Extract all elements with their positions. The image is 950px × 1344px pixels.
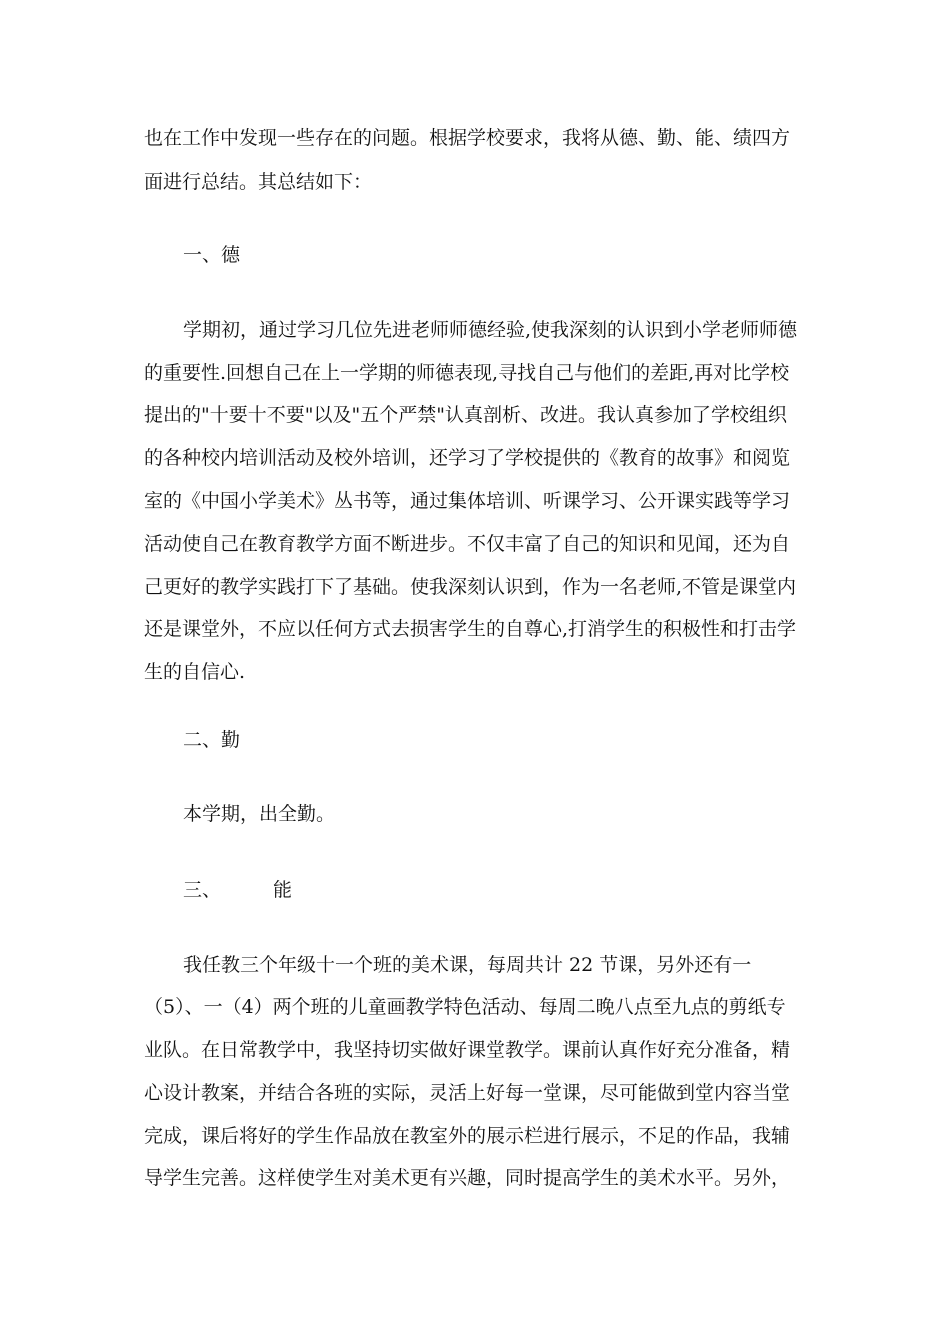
paragraph-line: 还是课堂外，不应以任何方式去损害学生的自尊心,打消学生的积极性和打击学 xyxy=(144,618,797,640)
paragraph-line: 的各种校内培训活动及校外培训，还学习了学校提供的《教育的故事》和阅览 xyxy=(144,447,791,469)
paragraph-line: （5）、一（4）两个班的儿童画教学特色活动、每周二晚八点至九点的剪纸专 xyxy=(144,996,786,1018)
section-heading-neng xyxy=(183,878,292,902)
paragraph-line: 导学生完善。这样使学生对美术更有兴趣，同时提高学生的美术水平。另外， xyxy=(144,1167,791,1189)
paragraph-line: 心设计教案，并结合各班的实际，灵活上好每一堂课，尽可能做到堂内容当堂 xyxy=(144,1082,791,1104)
paragraph-line: 学期初，通过学习几位先进老师师德经验,使我深刻的认识到小学老师师德 xyxy=(183,319,798,341)
paragraph-line: 己更好的教学实践打下了基础。使我深刻认识到，作为一名老师,不管是课堂内 xyxy=(144,576,797,598)
intro-line-2: 面进行总结。其总结如下： xyxy=(144,171,373,193)
paragraph-line: 室的《中国小学美术》丛书等，通过集体培训、听课学习、公开课实践等学习 xyxy=(144,490,791,512)
paragraph-line: 活动使自己在教育教学方面不断进步。不仅丰富了自己的知识和见闻，还为自 xyxy=(144,533,791,555)
paragraph-line: 提出的"十要十不要"以及"五个严禁"认真剖析、改进。我认真参加了学校组织 xyxy=(144,404,787,426)
paragraph-line: 我任教三个年级十一个班的美术课，每周共计 22 节课，另外还有一 xyxy=(183,954,752,976)
section-heading-word: 能 xyxy=(273,879,293,901)
paragraph-line: 业队。在日常教学中，我坚持切实做好课堂教学。课前认真作好充分准备，精 xyxy=(144,1039,791,1061)
section-heading-number: 三、 xyxy=(183,879,222,901)
section-heading-qin: 二、勤 xyxy=(183,729,241,751)
intro-line-1: 也在工作中发现一些存在的问题。根据学校要求，我将从德、勤、能、绩四方 xyxy=(144,127,791,149)
paragraph-line: 本学期，出全勤。 xyxy=(183,803,336,825)
paragraph-line: 生的自信心. xyxy=(144,661,246,683)
paragraph-line: 的重要性.回想自己在上一学期的师德表现,寻找自己与他们的差距,再对比学校 xyxy=(144,362,790,384)
section-heading-de: 一、德 xyxy=(183,244,241,266)
paragraph-line: 完成，课后将好的学生作品放在教室外的展示栏进行展示，不足的作品，我辅 xyxy=(144,1125,791,1147)
